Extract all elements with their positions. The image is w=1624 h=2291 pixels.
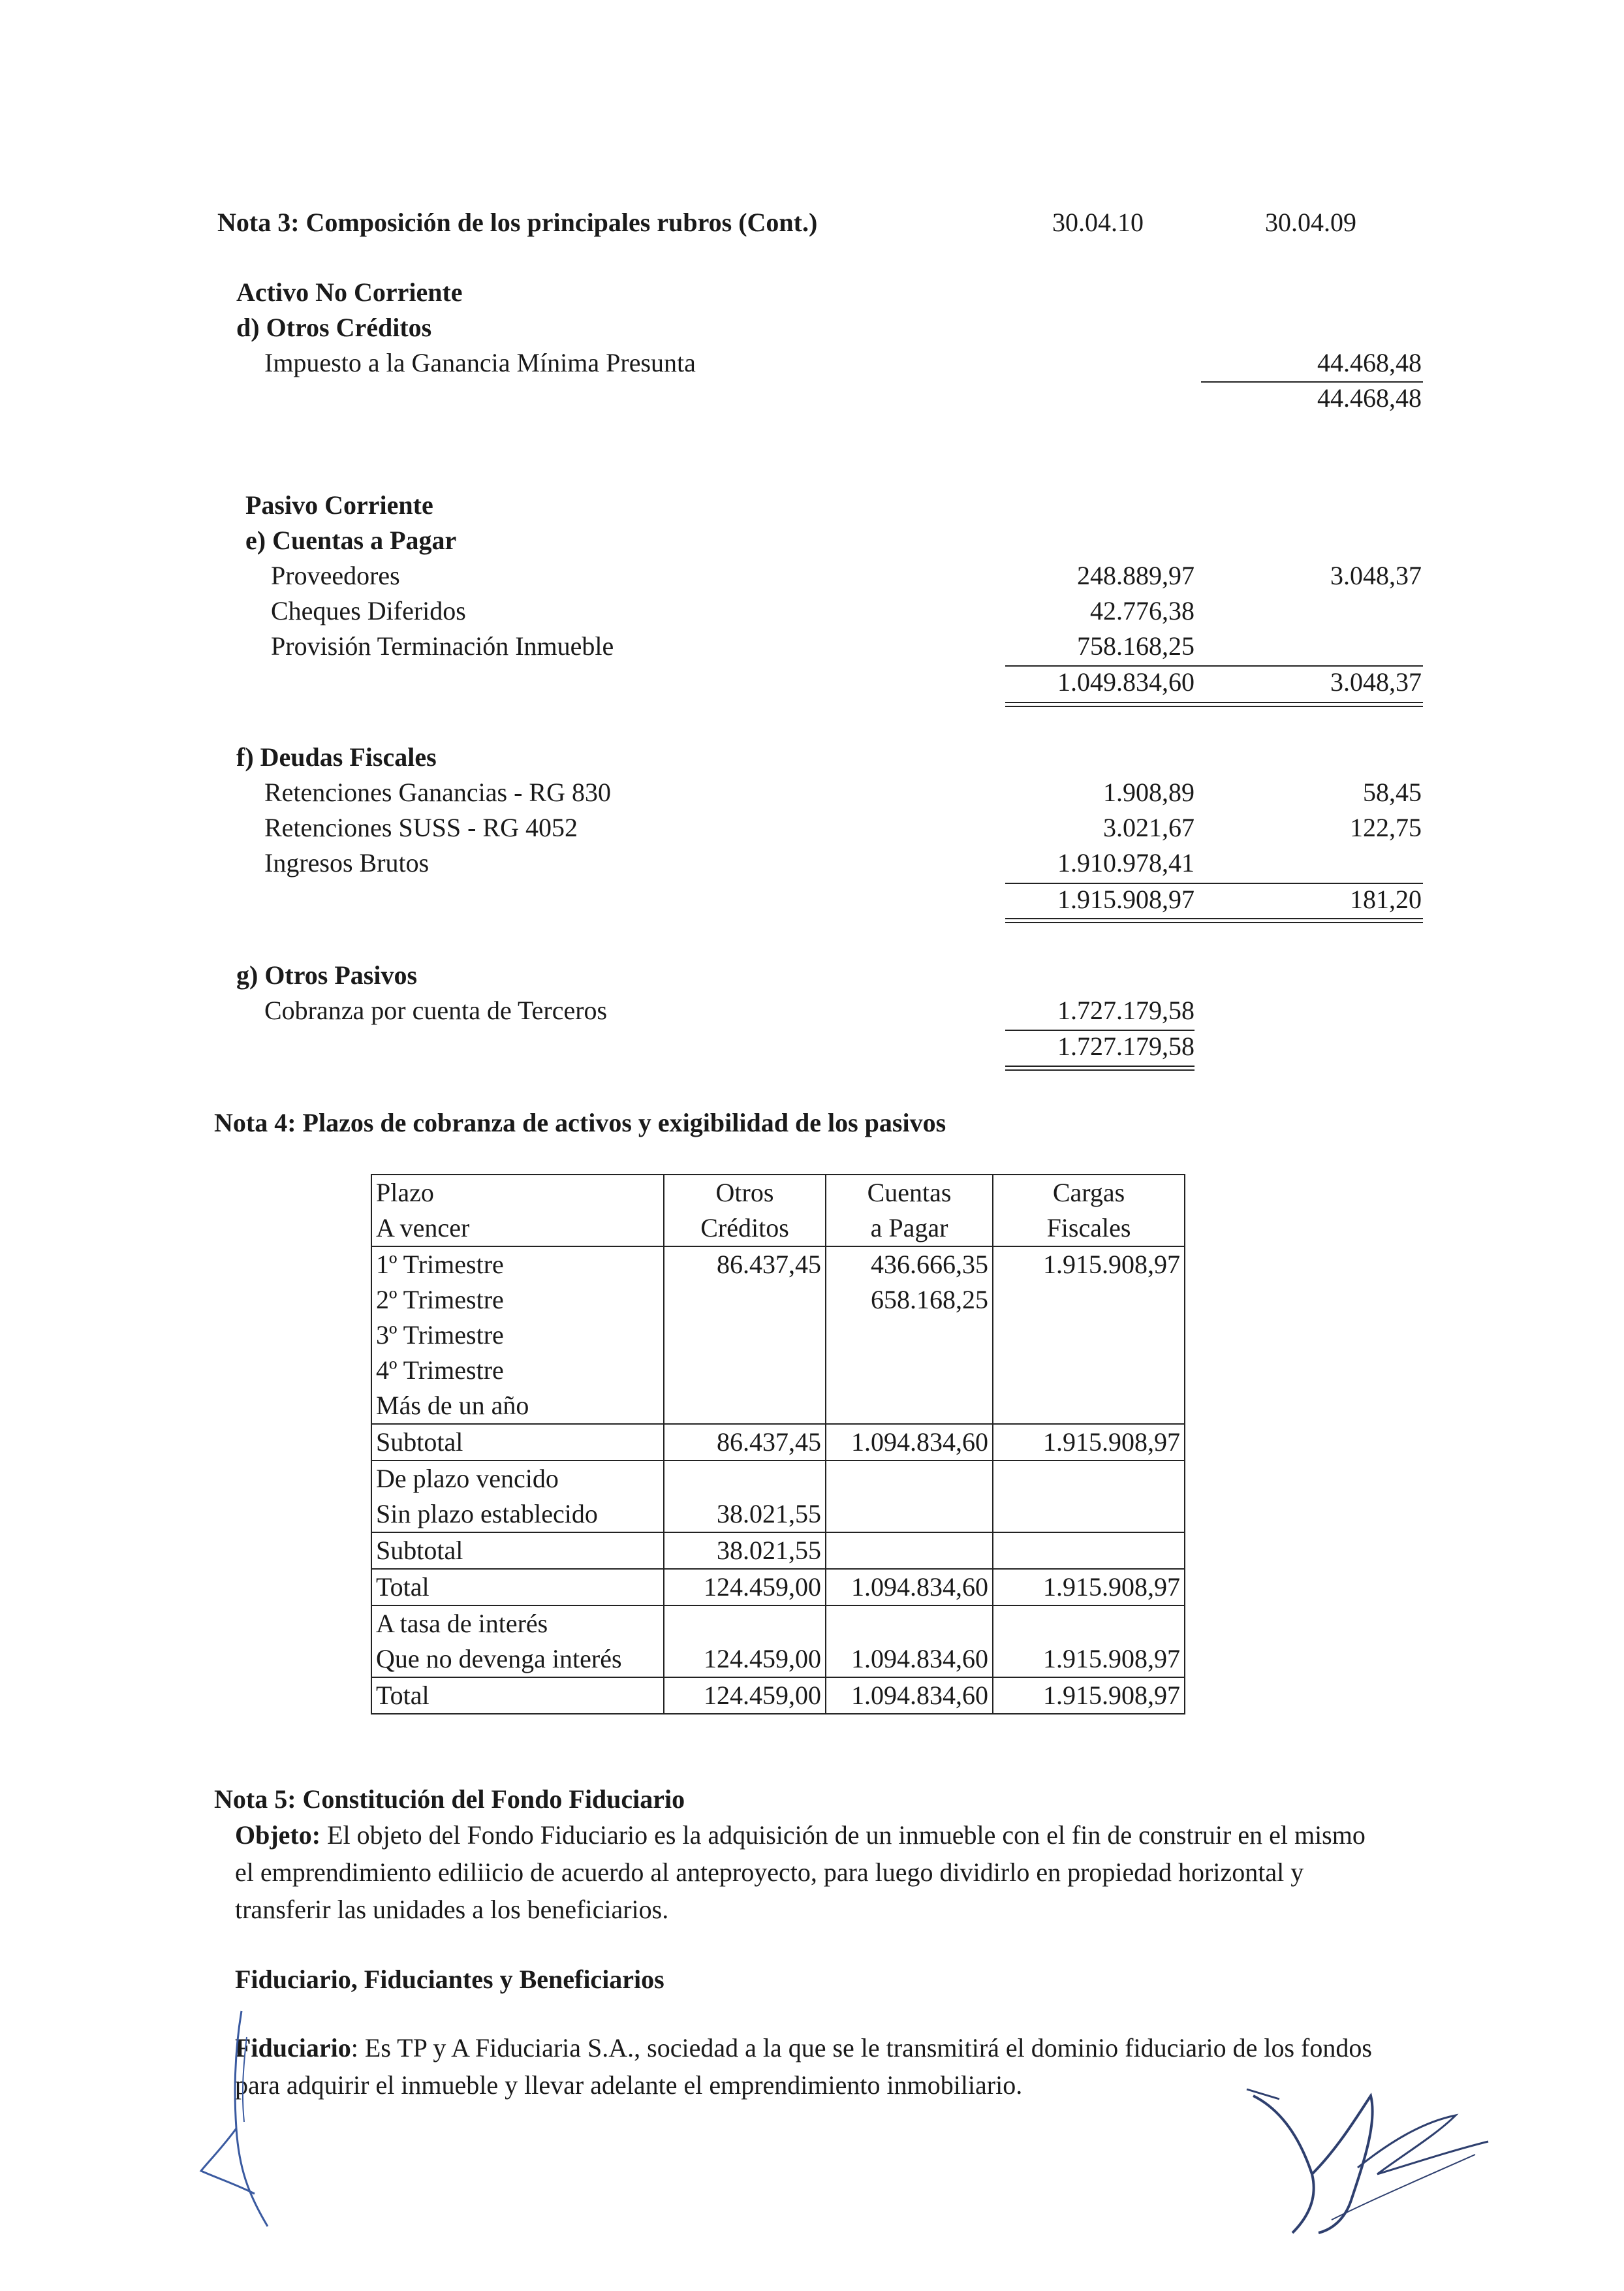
nota4-title: Nota 4: Plazos de cobranza de activos y exigibilidad de los pasivos	[214, 1108, 946, 1137]
fiduciario-label: Fiduciario	[235, 2033, 351, 2062]
header-cell: Créditos	[664, 1210, 826, 1246]
row-value-2009: 3.048,37	[1330, 561, 1422, 590]
table-row	[371, 1318, 1185, 1353]
row-label: 3º Trimestre	[371, 1318, 664, 1353]
cell-otros-creditos: 38.021,55	[664, 1532, 826, 1569]
row-label: Retenciones SUSS - RG 4052	[264, 813, 578, 842]
section-pasivo-corriente: Pasivo Corriente	[245, 490, 433, 520]
cell-otros-creditos: 86.437,45	[664, 1424, 826, 1461]
cell-cargas-fiscales	[993, 1532, 1185, 1569]
row-label: Proveedores	[271, 561, 400, 590]
table-header-row	[371, 1175, 1185, 1210]
column-date-2010: 30.04.10	[1052, 208, 1144, 237]
cell-cargas-fiscales: 1.915.908,97	[993, 1677, 1185, 1714]
nota5-title: Nota 5: Constitución del Fondo Fiduciario	[214, 1784, 685, 1814]
total-double-rule	[1005, 922, 1423, 923]
cell-cargas-fiscales	[993, 1282, 1185, 1318]
table-row	[371, 1461, 1185, 1496]
cell-cargas-fiscales: 1.915.908,97	[993, 1641, 1185, 1677]
cell-cuentas-a-pagar	[826, 1461, 993, 1496]
row-value-2010: 3.021,67	[1103, 813, 1195, 842]
cell-cuentas-a-pagar: 436.666,35	[826, 1246, 993, 1282]
cell-otros-creditos: 124.459,00	[664, 1569, 826, 1605]
total-value-2010: 1.049.834,60	[1057, 667, 1195, 697]
cell-otros-creditos	[664, 1605, 826, 1641]
row-label: Ingresos Brutos	[264, 848, 429, 877]
total-double-rule	[1005, 706, 1423, 707]
total-value-2009: 3.048,37	[1330, 667, 1422, 697]
total-value-2010: 1.727.179,58	[1057, 1032, 1195, 1061]
cell-cargas-fiscales	[993, 1461, 1185, 1496]
row-label: Total	[371, 1569, 664, 1605]
row-label: Cobranza por cuenta de Terceros	[264, 996, 608, 1025]
fiduciario-paragraph	[235, 2029, 1384, 2104]
table-row	[371, 1677, 1185, 1714]
row-label: De plazo vencido	[371, 1461, 664, 1496]
total-double-rule	[1005, 918, 1423, 919]
cell-cuentas-a-pagar	[826, 1605, 993, 1641]
cell-cargas-fiscales	[993, 1605, 1185, 1641]
column-date-2009: 30.04.09	[1265, 208, 1356, 237]
heading-cuentas-a-pagar: e) Cuentas a Pagar	[245, 526, 457, 555]
table-row	[371, 1641, 1185, 1677]
row-value-2010: 758.168,25	[1077, 631, 1195, 661]
section-activo-no-corriente: Activo No Corriente	[236, 277, 463, 307]
row-value-2010: 1.908,89	[1103, 778, 1195, 807]
cell-cuentas-a-pagar	[826, 1532, 993, 1569]
row-value-2010: 42.776,38	[1090, 596, 1195, 625]
row-label: Provisión Terminación Inmueble	[271, 631, 614, 661]
row-value-2010: 248.889,97	[1077, 561, 1195, 590]
nota3-title: Nota 3: Composición de los principales rubros (Cont.)	[217, 208, 818, 237]
cell-cargas-fiscales	[993, 1318, 1185, 1353]
row-value-2009: 44.468,48	[1317, 348, 1422, 377]
row-label: Sin plazo establecido	[371, 1496, 664, 1532]
plazos-table	[371, 1174, 1185, 1714]
cell-cuentas-a-pagar: 1.094.834,60	[826, 1424, 993, 1461]
cell-otros-creditos: 124.459,00	[664, 1677, 826, 1714]
header-cell: Otros	[664, 1175, 826, 1210]
table-row	[371, 1246, 1185, 1282]
cell-cuentas-a-pagar: 1.094.834,60	[826, 1569, 993, 1605]
row-label: 1º Trimestre	[371, 1246, 664, 1282]
cell-otros-creditos	[664, 1282, 826, 1318]
cell-cuentas-a-pagar: 658.168,25	[826, 1282, 993, 1318]
cell-cargas-fiscales: 1.915.908,97	[993, 1569, 1185, 1605]
row-label: Total	[371, 1677, 664, 1714]
cell-cuentas-a-pagar: 1.094.834,60	[826, 1641, 993, 1677]
row-value-2009: 122,75	[1350, 813, 1422, 842]
cell-otros-creditos	[664, 1318, 826, 1353]
heading-otros-creditos: d) Otros Créditos	[236, 313, 432, 342]
header-cell: Fiscales	[993, 1210, 1185, 1246]
cell-otros-creditos: 86.437,45	[664, 1246, 826, 1282]
header-cell: a Pagar	[826, 1210, 993, 1246]
heading-otros-pasivos: g) Otros Pasivos	[236, 960, 418, 990]
row-value-2009: 58,45	[1363, 778, 1422, 807]
row-label: 4º Trimestre	[371, 1353, 664, 1388]
row-label: A tasa de interés	[371, 1605, 664, 1641]
table-row	[371, 1282, 1185, 1318]
cell-cuentas-a-pagar	[826, 1318, 993, 1353]
row-label: Subtotal	[371, 1424, 664, 1461]
table-row	[371, 1532, 1185, 1569]
objeto-paragraph	[235, 1816, 1384, 1928]
fiduciarios-subheading: Fiduciario, Fiduciantes y Beneficiarios	[235, 1965, 664, 1994]
signature	[1240, 2070, 1501, 2239]
total-double-rule	[1005, 1069, 1195, 1071]
cell-otros-creditos: 124.459,00	[664, 1641, 826, 1677]
cell-cuentas-a-pagar	[826, 1388, 993, 1424]
total-value-2009: 181,20	[1350, 885, 1422, 914]
table-row	[371, 1605, 1185, 1641]
cell-otros-creditos: 38.021,55	[664, 1496, 826, 1532]
cell-cargas-fiscales: 1.915.908,97	[993, 1246, 1185, 1282]
table-row	[371, 1424, 1185, 1461]
cell-cargas-fiscales	[993, 1496, 1185, 1532]
heading-deudas-fiscales: f) Deudas Fiscales	[236, 742, 437, 772]
table-row	[371, 1496, 1185, 1532]
table-row	[371, 1388, 1185, 1424]
total-double-rule	[1005, 1066, 1195, 1067]
header-cell: Cargas	[993, 1175, 1185, 1210]
cell-otros-creditos	[664, 1388, 826, 1424]
cell-otros-creditos	[664, 1461, 826, 1496]
row-label: Que no devenga interés	[371, 1641, 664, 1677]
row-label: 2º Trimestre	[371, 1282, 664, 1318]
cell-cargas-fiscales: 1.915.908,97	[993, 1424, 1185, 1461]
cell-cuentas-a-pagar	[826, 1496, 993, 1532]
row-label: Retenciones Ganancias - RG 830	[264, 778, 611, 807]
cell-cuentas-a-pagar: 1.094.834,60	[826, 1677, 993, 1714]
cell-cuentas-a-pagar	[826, 1353, 993, 1388]
cell-otros-creditos	[664, 1353, 826, 1388]
header-cell: Cuentas	[826, 1175, 993, 1210]
objeto-label: Objeto:	[235, 1820, 321, 1850]
row-label: Más de un año	[371, 1388, 664, 1424]
objeto-text: El objeto del Fondo Fiduciario es la adquisición de un inmueble con el fin de construir en el mismo el emprendimiento ediliicio de acuerdo al anteproyecto, para luego dividirlo en propiedad horizontal y transferir las unidades a los beneficiarios.	[235, 1820, 1366, 1924]
table-row	[371, 1353, 1185, 1388]
cell-cargas-fiscales	[993, 1388, 1185, 1424]
header-cell: A vencer	[371, 1210, 664, 1246]
total-double-rule	[1005, 702, 1423, 703]
row-label: Cheques Diferidos	[271, 596, 466, 625]
fiduciario-text: : Es TP y A Fiduciaria S.A., sociedad a la que se le transmitirá el dominio fiduciario de los fondos para adquirir el inmueble y llevar adelante el emprendimiento inmobiliario.	[235, 2033, 1372, 2100]
row-value-2010: 1.727.179,58	[1057, 996, 1195, 1025]
row-value-2010: 1.910.978,41	[1057, 848, 1195, 877]
row-label: Subtotal	[371, 1532, 664, 1569]
total-value-2010: 1.915.908,97	[1057, 885, 1195, 914]
initial-mark	[196, 1998, 300, 2233]
total-value-2009: 44.468,48	[1317, 383, 1422, 413]
table-row	[371, 1569, 1185, 1605]
row-label: Impuesto a la Ganancia Mínima Presunta	[264, 348, 696, 377]
header-cell: Plazo	[371, 1175, 664, 1210]
cell-cargas-fiscales	[993, 1353, 1185, 1388]
table-header-row	[371, 1210, 1185, 1246]
